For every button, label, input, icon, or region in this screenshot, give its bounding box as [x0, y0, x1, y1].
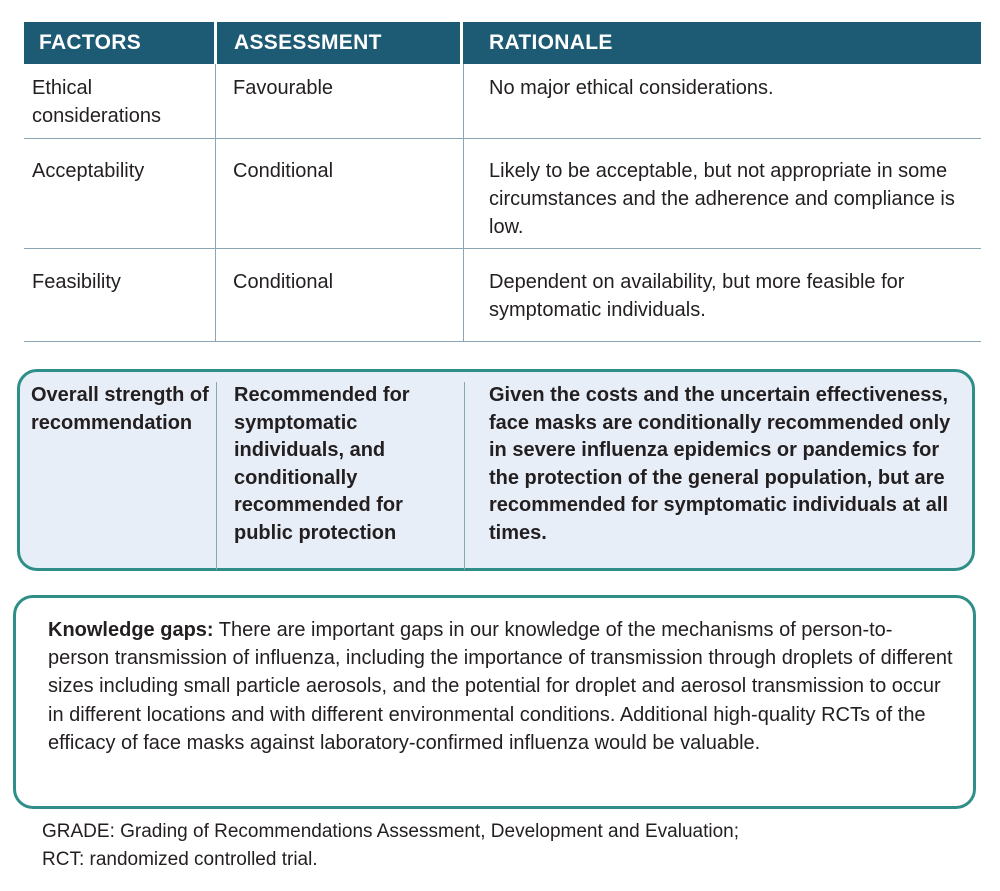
row-ethical-rationale: No major ethical considerations.: [489, 77, 774, 99]
row-feasibility-rationale: Dependent on availability, but more feasible for symptomatic individuals.: [489, 271, 905, 321]
column-divider: [464, 382, 465, 570]
row-acceptability-rationale: Likely to be acceptable, but not appropriate in some circumstances and the adherence and compliance is low.: [489, 160, 955, 238]
header-divider: [214, 22, 217, 64]
knowledge-gaps-paragraph: [48, 616, 953, 757]
knowledge-gaps-text: There are important gaps in our knowledge of the mechanisms of person-to-person transmission of influenza, including the importance of transmission through droplets of different sizes including small particle aerosols, and the potential for droplet and aerosol transmission to occur in different locations and with different environmental conditions. Additional high-quality RCTs of the efficacy of face masks against laboratory-confirmed influenza would be valuable.: [48, 619, 953, 754]
row-divider: [24, 341, 981, 342]
header-factors: FACTORS: [39, 31, 142, 54]
row-divider: [24, 248, 981, 249]
header-assessment: ASSESSMENT: [234, 31, 382, 54]
header-rationale: RATIONALE: [489, 31, 613, 54]
row-acceptability-assessment: Conditional: [233, 160, 334, 182]
header-divider: [460, 22, 463, 64]
footnote: [42, 818, 962, 874]
table-body: [24, 64, 981, 345]
knowledge-gaps-label: Knowledge gaps:: [48, 619, 214, 641]
footnote-grade: GRADE: Grading of Recommendations Assessment, Development and Evaluation;: [42, 821, 740, 842]
overall-assessment: Recommended for symptomatic individuals, and conditionally recommended for public protection: [234, 384, 410, 544]
row-feasibility-factor: Feasibility: [32, 271, 121, 293]
footnote-rct: RCT: randomized controlled trial.: [42, 849, 318, 870]
row-divider: [24, 138, 981, 139]
overall-rationale: Given the costs and the uncertain effectiveness, face masks are conditionally recommended only in severe influenza epidemics or pandemics for the protection of the general population, but are recommended for symptomatic individuals at all times.: [489, 384, 951, 544]
row-feasibility-assessment: Conditional: [233, 271, 334, 293]
knowledge-gaps-box: [13, 595, 976, 809]
table-header: [24, 22, 981, 64]
row-ethical-factor: Ethical considerations: [32, 77, 161, 127]
overall-recommendation-box: [17, 369, 975, 571]
column-divider: [463, 64, 464, 341]
row-ethical-assessment: Favourable: [233, 77, 334, 99]
overall-factor: Overall strength of recommendation: [31, 384, 209, 434]
column-divider: [216, 382, 217, 570]
column-divider: [215, 64, 216, 341]
row-acceptability-factor: Acceptability: [32, 160, 145, 182]
